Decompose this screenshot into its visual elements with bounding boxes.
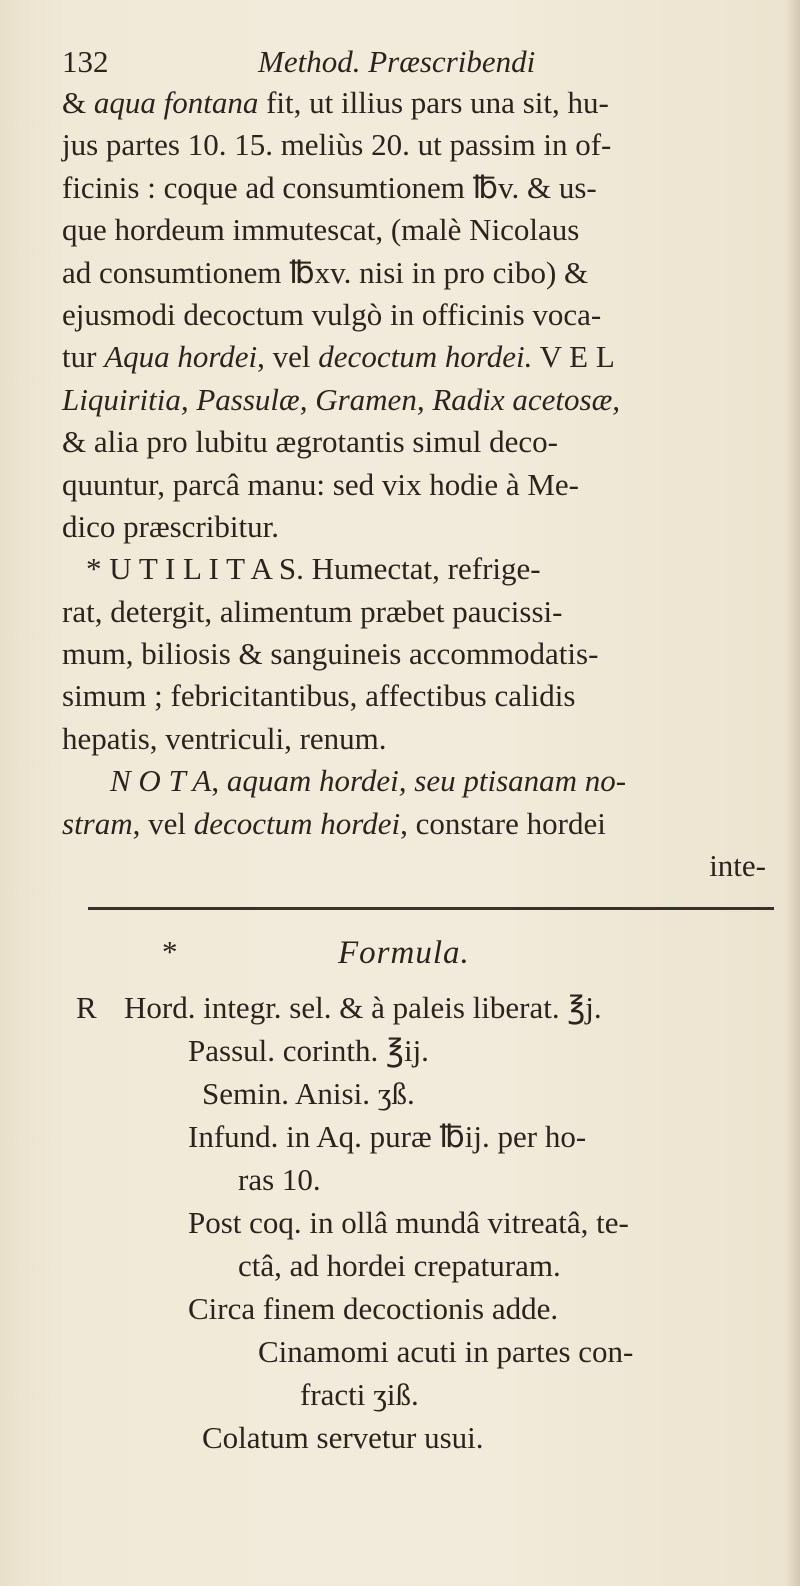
formula-line	[62, 1244, 774, 1287]
text-line	[62, 336, 774, 378]
text-line	[62, 633, 774, 675]
formula-line-text: ras 10.	[238, 1162, 321, 1197]
text-segment: fit, ut illius pars una sit, hu-	[258, 85, 609, 120]
text-line	[62, 82, 774, 124]
formula-line	[62, 1330, 774, 1373]
italic-text: Aqua hordei	[104, 339, 258, 375]
text-line	[62, 506, 774, 548]
formula-title: Formula.	[338, 935, 470, 971]
italic-text: decoctum hordei	[193, 805, 401, 841]
running-title: Method. Præscribendi	[258, 44, 536, 79]
text-line	[62, 209, 774, 251]
text-line	[62, 421, 774, 463]
text-line	[62, 591, 774, 633]
text-segment: * U T I L I T A S. Humectat, refrige-	[86, 551, 541, 587]
text-segment: quuntur, parcâ manu: sed vix hodie à Me-	[62, 466, 579, 502]
formula-line-text: fracti ʒiß.	[300, 1377, 419, 1412]
italic-text: aqua fontana	[93, 85, 259, 120]
text-segment: tur	[62, 339, 105, 375]
formula-line	[62, 1158, 774, 1201]
formula-line	[62, 1287, 774, 1330]
text-line	[62, 548, 774, 590]
text-segment: jus partes 10. 15. meliùs 20. ut passim in of-	[62, 127, 612, 163]
text-line	[62, 675, 774, 717]
text-segment: dico præscribitur.	[62, 508, 279, 544]
text-segment: ficinis : coque ad consumtionem ℔v. & us-	[62, 169, 597, 205]
text-segment: ,	[211, 763, 227, 799]
formula-line-text: Hord. integr. sel. & à paleis liberat. ℥j.	[124, 990, 602, 1025]
page-number: 132	[62, 44, 109, 79]
formula-line	[62, 1201, 774, 1244]
text-segment: ejusmodi decoctum vulgò in officinis voca-	[62, 296, 602, 332]
text-segment: hepatis, ventriculi, renum.	[62, 720, 387, 756]
text-segment: simum ; febricitantibus, affectibus calidis	[62, 678, 576, 714]
formula-line	[62, 1072, 774, 1115]
text-line	[62, 379, 774, 421]
text-segment: & alia pro lubitu ægrotantis simul deco-	[62, 424, 558, 460]
text-segment: , vel	[132, 805, 194, 841]
formula-line-text: Infund. in Aq. puræ ℔ij. per ho-	[188, 1119, 587, 1154]
formula-line-text: Semin. Anisi. ʒß.	[202, 1076, 415, 1111]
formula-line	[62, 986, 774, 1029]
text-segment: mum, biliosis & sanguineis accommodatis-	[62, 636, 599, 672]
text-segment: que hordeum immutescat, (malè Nicolaus	[62, 212, 580, 248]
text-segment: rat, detergit, alimentum præbet paucissi-	[62, 593, 563, 629]
text-line	[62, 803, 774, 845]
formula-line-text: Colatum servetur usui.	[202, 1420, 484, 1455]
text-line	[62, 845, 774, 887]
italic-text: Liquiritia, Passulæ, Gramen, Radix acetosæ,	[62, 381, 620, 417]
formula-line	[62, 1416, 774, 1459]
formula-line-text: Cinamomi acuti in partes con-	[258, 1334, 634, 1369]
italic-text: decoctum hordei.	[318, 339, 533, 375]
italic-text: stram	[62, 805, 133, 841]
text-segment: , vel	[257, 339, 319, 375]
formula-lines	[62, 986, 774, 1459]
page-header	[62, 40, 762, 84]
text-line	[62, 167, 774, 209]
text-segment: inte-	[709, 848, 766, 884]
footnote-asterisk: *	[162, 934, 178, 969]
section-divider	[88, 907, 774, 910]
recipe-symbol: R	[76, 990, 97, 1025]
text-segment: &	[62, 85, 94, 120]
text-line	[62, 760, 774, 802]
italic-text: aquam hordei, seu ptisanam no-	[226, 763, 627, 799]
text-segment: V E L	[532, 339, 615, 375]
italic-text: N O T A	[110, 763, 212, 799]
formula-line-text: Post coq. in ollâ mundâ vitreatâ, te-	[188, 1205, 629, 1240]
formula-line	[62, 1373, 774, 1416]
body-text	[62, 82, 774, 887]
text-segment: , constare hordei	[400, 805, 606, 841]
formula-line	[62, 1029, 774, 1072]
formula-section	[62, 930, 774, 1459]
text-line	[62, 464, 774, 506]
text-line	[62, 124, 774, 166]
formula-heading	[62, 930, 774, 986]
page-edge-shadow	[786, 0, 800, 1586]
text-line	[62, 252, 774, 294]
formula-line-text: Circa finem decoctionis adde.	[188, 1291, 559, 1326]
formula-line-text: ctâ, ad hordei crepaturam.	[238, 1248, 561, 1283]
text-line	[62, 718, 774, 760]
formula-line-text: Passul. corinth. ℥ij.	[188, 1033, 429, 1068]
text-segment: ad consumtionem ℔xv. nisi in pro cibo) &	[62, 254, 589, 290]
formula-line	[62, 1115, 774, 1158]
text-line	[62, 294, 774, 336]
